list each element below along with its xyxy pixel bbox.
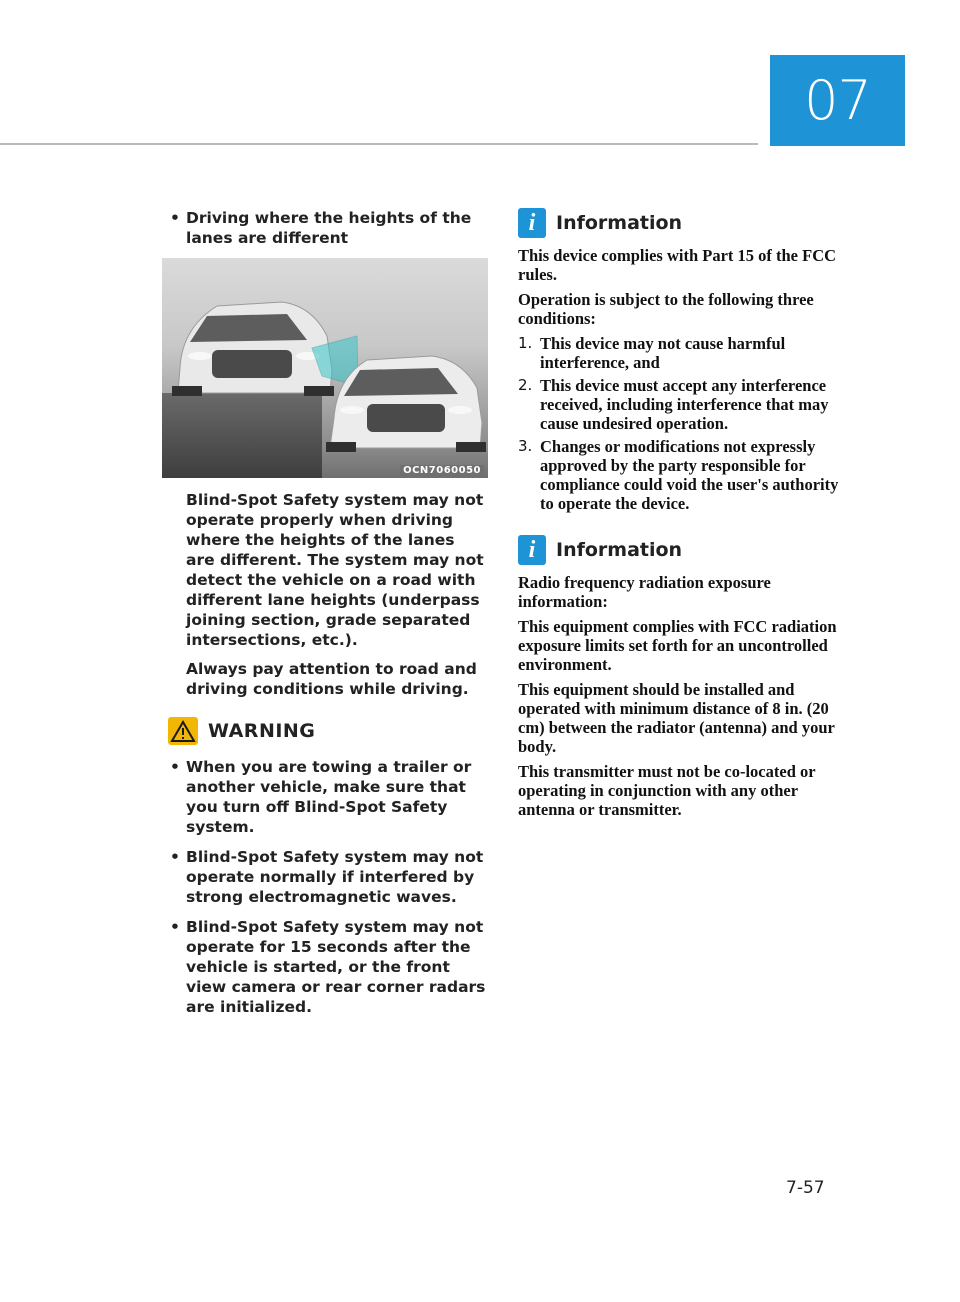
item-text: This device may not cause harmful interference, and [540, 334, 786, 372]
warning-item [162, 917, 488, 1017]
numbered-item [518, 334, 844, 372]
description-paragraph: Blind-Spot Safety system may not operate properly when driving where the heights of the lanes are different. The system may not detect the vehicle on a road with different lane heights (underpass joining section, grade separated intersections, etc.). [186, 491, 484, 649]
warning-icon [168, 717, 198, 745]
bullet-icon: • [170, 848, 180, 866]
item-number: 3. [518, 437, 533, 455]
warning-text: Blind-Spot Safety system may not operate normally if interfered by strong electromagnetic waves. [186, 848, 484, 906]
rf-paragraph: This equipment complies with FCC radiation exposure limits set forth for an uncontrolled environment. [518, 617, 837, 674]
item-number: 2. [518, 376, 533, 394]
warning-item [162, 757, 488, 837]
bullet-icon: • [170, 918, 180, 936]
rf-paragraph: This transmitter must not be co-located or operating in conjunction with any other antenna or transmitter. [518, 762, 816, 819]
lane-height-illustration [162, 258, 488, 478]
conditions-paragraph: Operation is subject to the following three conditions: [518, 290, 814, 328]
left-column [162, 208, 488, 1027]
info-title: Information [556, 212, 683, 234]
warning-item [162, 847, 488, 907]
numbered-item [518, 376, 844, 433]
upper-car-image [172, 302, 334, 396]
numbered-item [518, 437, 844, 513]
chapter-tab: 07 [770, 55, 905, 146]
info-header [518, 535, 844, 565]
warning-text: Blind-Spot Safety system may not operate for 15 seconds after the vehicle is started, or the front view camera or rear corner radars are initialized. [186, 918, 486, 1016]
info-icon: i [518, 208, 546, 238]
info-title: Information [556, 539, 683, 561]
info-icon: i [518, 535, 546, 565]
warning-header [168, 717, 488, 745]
rf-paragraph: Radio frequency radiation exposure information: [518, 573, 771, 611]
info-header [518, 208, 844, 238]
right-column [518, 208, 844, 825]
attention-paragraph: Always pay attention to road and driving conditions while driving. [186, 660, 477, 698]
item-text: This device must accept any interference received, including interference that may cause undesired operation. [540, 376, 829, 433]
rf-paragraph: This equipment should be installed and operated with minimum distance of 8 in. (20 cm) between the radiator (antenna) and your body. [518, 680, 835, 756]
cars-illustration [162, 258, 488, 478]
bullet-item [162, 208, 488, 248]
item-text: Changes or modifications not expressly approved by the party responsible for compliance could void the user's authority to operate the device. [540, 437, 839, 513]
header-rule [0, 143, 758, 145]
page-number: 7-57 [786, 1178, 825, 1198]
fcc-paragraph: This device complies with Part 15 of the FCC rules. [518, 246, 837, 284]
item-number: 1. [518, 334, 533, 352]
warning-text: When you are towing a trailer or another vehicle, make sure that you turn off Blind-Spot Safety system. [186, 758, 472, 836]
warning-title: WARNING [208, 720, 316, 742]
bullet-text: Driving where the heights of the lanes are different [186, 209, 472, 247]
bullet-icon: • [170, 758, 180, 776]
bullet-icon: • [170, 209, 180, 227]
figure-code: OCN7060050 [400, 465, 484, 476]
